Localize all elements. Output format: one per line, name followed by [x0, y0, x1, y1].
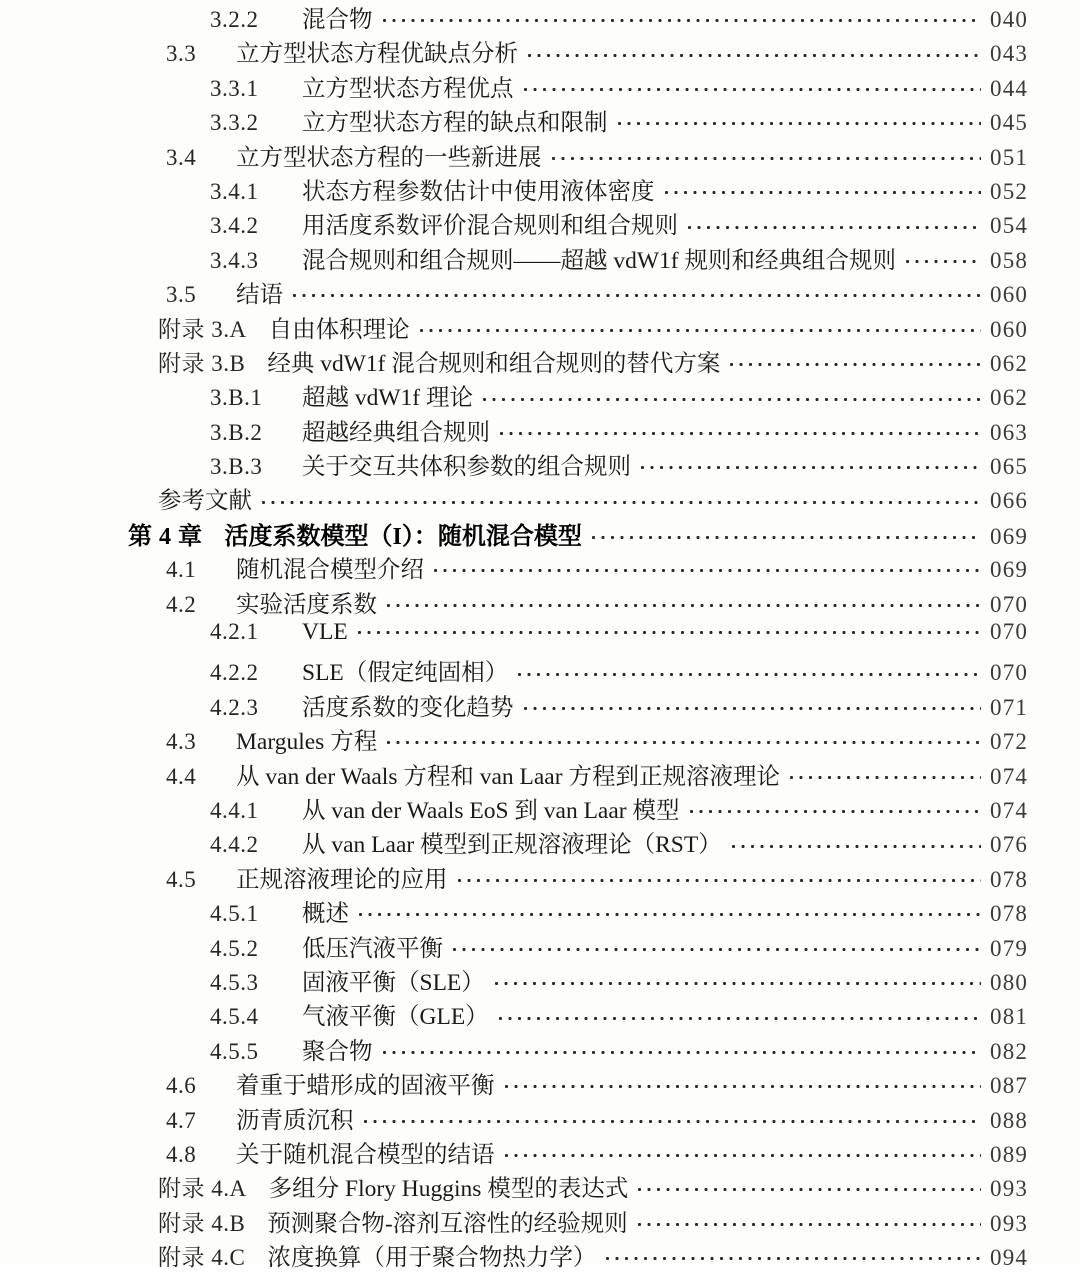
dot-leader	[500, 424, 981, 440]
toc-entry[interactable]	[0, 1032, 1080, 1066]
dot-leader	[434, 561, 981, 577]
dot-leader	[483, 389, 981, 405]
dot-leader	[638, 1180, 981, 1196]
toc-entry-number: 3.4.1	[210, 178, 259, 204]
dot-leader	[262, 492, 981, 508]
toc-entry[interactable]	[0, 894, 1080, 928]
toc-entry-title: 活度系数模型（I）：随机混合模型	[224, 523, 582, 550]
dot-leader	[528, 45, 981, 61]
toc-entry[interactable]	[0, 378, 1080, 412]
toc-entry-number: 附录 4.A	[158, 1176, 247, 1202]
toc-entry-page-number: 093	[990, 1210, 1029, 1236]
toc-entry-number: 3.3.1	[210, 75, 259, 101]
toc-entry[interactable]	[0, 172, 1080, 206]
toc-entry-page-number: 066	[990, 488, 1029, 514]
toc-entry-title: 从 van Laar 模型到正规溶液理论（RST）	[302, 832, 722, 859]
toc-entry-title: 随机混合模型介绍	[236, 557, 424, 584]
toc-entry-title: 着重于蜡形成的固液平衡	[236, 1073, 495, 1100]
toc-entry[interactable]	[0, 1066, 1080, 1100]
toc-entry[interactable]	[0, 653, 1080, 687]
toc-entry-page-number: 040	[990, 7, 1029, 32]
toc-entry-number: 4.2	[166, 591, 197, 617]
toc-entry-page-number: 062	[990, 385, 1029, 411]
toc-entry-title: 立方型状态方程的缺点和限制	[302, 110, 608, 137]
toc-entry-page-number: 080	[990, 969, 1029, 995]
dot-leader	[453, 940, 981, 956]
toc-entry-title: 立方型状态方程优缺点分析	[236, 41, 518, 68]
dot-leader	[383, 1043, 982, 1059]
toc-entry[interactable]	[0, 963, 1080, 997]
toc-entry-title: 低压汽液平衡	[302, 935, 443, 962]
toc-entry-page-number: 087	[990, 1073, 1029, 1099]
toc-entry-title: 混合物	[302, 7, 373, 33]
toc-entry-title: 从 van der Waals EoS 到 van Laar 模型	[302, 797, 680, 824]
toc-entry-title: 实验活度系数	[236, 591, 377, 618]
toc-entry-page-number: 045	[990, 110, 1029, 136]
toc-entry[interactable]	[0, 516, 1080, 550]
toc-entry-title: 概述	[302, 901, 349, 928]
dot-leader	[730, 355, 981, 371]
toc-entry-page-number: 054	[990, 213, 1029, 239]
dot-leader	[458, 871, 982, 887]
toc-entry-page-number: 069	[990, 557, 1029, 583]
toc-entry-title: 浓度换算（用于聚合物热力学）	[267, 1245, 597, 1272]
toc-entry-page-number: 070	[990, 619, 1029, 645]
toc-entry-number: 4.5	[166, 866, 197, 892]
dot-leader	[387, 596, 981, 612]
dot-leader	[495, 974, 981, 990]
toc-entry-number: 3.B.3	[210, 454, 263, 480]
toc-entry-page-number: 044	[990, 75, 1029, 101]
toc-entry-number: 4.3	[166, 729, 197, 755]
toc-entry-number: 附录 3.B	[158, 350, 246, 376]
toc-entry[interactable]	[0, 447, 1080, 481]
dot-leader	[383, 11, 982, 27]
toc-entry[interactable]	[0, 722, 1080, 756]
toc-entry-title: 结语	[236, 282, 283, 309]
toc-entry-title: 固液平衡（SLE）	[302, 969, 485, 996]
dot-leader	[505, 1146, 982, 1162]
toc-entry-title: 关于交互共体积参数的组合规则	[302, 454, 631, 481]
toc-entry-number: 4.4.2	[210, 832, 259, 858]
toc-entry-page-number: 072	[990, 729, 1029, 755]
dot-leader	[638, 1215, 981, 1231]
toc-entry[interactable]	[0, 1238, 1080, 1272]
toc-entry-number: 3.3	[166, 41, 197, 67]
toc-entry[interactable]	[0, 241, 1080, 275]
toc-entry-title: 聚合物	[302, 1038, 373, 1065]
toc-entry[interactable]	[0, 997, 1080, 1031]
toc-entry-page-number: 079	[990, 935, 1029, 961]
toc-entry[interactable]	[0, 103, 1080, 137]
dot-leader	[358, 623, 981, 639]
toc-entry-page-number: 063	[990, 419, 1029, 445]
toc-entry-page-number: 060	[990, 282, 1029, 308]
dot-leader	[906, 252, 981, 268]
toc-entry-page-number: 081	[990, 1004, 1029, 1030]
dot-leader	[505, 1077, 982, 1093]
toc-entry[interactable]	[0, 310, 1080, 344]
dot-leader	[293, 286, 981, 302]
toc-entry[interactable]	[0, 275, 1080, 309]
dot-leader	[524, 699, 982, 715]
toc-entry-number: 4.7	[166, 1107, 197, 1133]
dot-leader	[790, 768, 981, 784]
toc-entry-title: 立方型状态方程优点	[302, 75, 514, 102]
toc-entry-page-number: 069	[990, 523, 1029, 549]
dot-leader	[524, 80, 982, 96]
toc-entry-page-number: 076	[990, 832, 1029, 858]
toc-entry[interactable]	[0, 1101, 1080, 1135]
toc-entry-page-number: 052	[990, 178, 1029, 204]
toc-entry[interactable]	[0, 34, 1080, 68]
toc-entry[interactable]	[0, 550, 1080, 584]
dot-leader	[499, 1008, 981, 1024]
dot-leader	[606, 1249, 981, 1265]
toc-entry[interactable]	[0, 344, 1080, 378]
dot-leader	[552, 149, 982, 165]
toc-entry[interactable]	[0, 138, 1080, 172]
toc-entry-title: 关于随机混合模型的结语	[236, 1141, 495, 1168]
toc-entry[interactable]	[0, 757, 1080, 791]
toc-entry-page-number: 088	[990, 1107, 1029, 1133]
toc-entry-title: 超越经典组合规则	[302, 419, 490, 446]
toc-entry-number: 4.5.5	[210, 1038, 259, 1064]
toc-entry-title: 活度系数的变化趋势	[302, 694, 514, 721]
toc-entry[interactable]	[0, 481, 1080, 515]
toc-entry-page-number: 082	[990, 1038, 1029, 1064]
toc-entry-number: 4.1	[166, 557, 197, 583]
toc-entry-number: 4.5.4	[210, 1004, 259, 1030]
toc-entry-number: 附录 4.C	[158, 1245, 246, 1271]
toc-entry-title: 用活度系数评价混合规则和组合规则	[302, 213, 678, 240]
toc-entry-page-number: 074	[990, 763, 1029, 789]
toc-entry-number: 4.5.1	[210, 901, 259, 927]
toc-entry-number: 第 4 章	[128, 523, 203, 550]
dot-leader	[359, 905, 981, 921]
toc-entry[interactable]	[0, 929, 1080, 963]
toc-entry-page-number: 094	[990, 1245, 1029, 1271]
toc-entry[interactable]	[0, 206, 1080, 240]
toc-entry-number: 3.2.2	[210, 7, 259, 32]
toc-entry-title: 多组分 Flory Huggins 模型的表达式	[268, 1176, 629, 1203]
toc-entry-number: 4.4	[166, 763, 197, 789]
toc-entry[interactable]	[0, 825, 1080, 859]
toc-entry-number: 4.8	[166, 1141, 197, 1167]
toc-entry-title: 经典 vdW1f 混合规则和组合规则的替代方案	[267, 350, 721, 377]
toc-entry[interactable]	[0, 585, 1080, 619]
toc-entry-title: 参考文献	[158, 488, 252, 515]
toc-entry-number: 3.B.1	[210, 385, 263, 411]
toc-entry-title: 正规溶液理论的应用	[236, 866, 448, 893]
toc-entry-number: 4.5.3	[210, 969, 259, 995]
toc-entry-page-number: 070	[990, 660, 1029, 686]
dot-leader	[387, 733, 981, 749]
toc-entry-number: 3.B.2	[210, 419, 263, 445]
toc-entry[interactable]	[0, 69, 1080, 103]
toc-entry-number: 3.4	[166, 144, 197, 170]
toc-entry[interactable]	[0, 0, 1080, 34]
dot-leader	[618, 114, 982, 130]
toc-entry-number: 3.4.3	[210, 247, 259, 273]
dot-leader	[592, 528, 981, 544]
toc-entry[interactable]	[0, 1169, 1080, 1203]
toc-entry[interactable]	[0, 413, 1080, 447]
toc-entry-title: SLE（假定纯固相）	[302, 660, 509, 687]
toc-entry-title: 混合规则和组合规则——超越 vdW1f 规则和经典组合规则	[302, 247, 897, 274]
toc-entry-page-number: 093	[990, 1176, 1029, 1202]
toc-entry-number: 4.2.3	[210, 694, 259, 720]
toc-entry-title: 从 van der Waals 方程和 van Laar 方程到正规溶液理论	[236, 763, 780, 790]
toc-entry-number: 附录 3.A	[158, 316, 247, 342]
dot-leader	[641, 458, 981, 474]
dot-leader	[732, 836, 981, 852]
toc-entry[interactable]	[0, 619, 1080, 653]
toc-entry-page-number: 078	[990, 866, 1029, 892]
toc-entry-page-number: 078	[990, 901, 1029, 927]
dot-leader	[364, 1112, 982, 1128]
toc-entry-page-number: 071	[990, 694, 1029, 720]
toc-entry-number: 4.5.2	[210, 935, 259, 961]
toc-entry[interactable]	[0, 1204, 1080, 1238]
toc-entry-title: 气液平衡（GLE）	[302, 1004, 489, 1031]
toc-entry-number: 4.2.2	[210, 660, 259, 686]
toc-entry-page-number: 070	[990, 591, 1029, 617]
toc-entry-page-number: 043	[990, 41, 1029, 67]
toc-entry-title: 状态方程参数估计中使用液体密度	[302, 178, 655, 205]
dot-leader	[665, 183, 982, 199]
dot-leader	[420, 321, 981, 337]
toc-entry-title: 预测聚合物-溶剂互溶性的经验规则	[267, 1210, 628, 1237]
toc-entry-number: 3.4.2	[210, 213, 259, 239]
toc-entry-title: VLE	[302, 619, 348, 646]
toc-entry[interactable]	[0, 1135, 1080, 1169]
dot-leader	[690, 802, 982, 818]
toc-entry-title: 超越 vdW1f 理论	[302, 385, 474, 412]
dot-leader	[688, 217, 981, 233]
toc-entry-number: 4.4.1	[210, 797, 259, 823]
toc-entry-number: 4.2.1	[210, 619, 259, 645]
toc-entry[interactable]	[0, 860, 1080, 894]
toc-entry-title: 沥青质沉积	[236, 1107, 354, 1134]
toc-entry-title: 立方型状态方程的一些新进展	[236, 144, 542, 171]
toc-entry-page-number: 065	[990, 454, 1029, 480]
toc-entry-page-number: 051	[990, 144, 1029, 170]
toc-entry-number: 4.6	[166, 1073, 197, 1099]
toc-entry-number: 3.3.2	[210, 110, 259, 136]
toc-entry-page-number: 062	[990, 350, 1029, 376]
toc-entry-page-number: 058	[990, 247, 1029, 273]
toc-entry[interactable]	[0, 688, 1080, 722]
toc-entry-page-number: 089	[990, 1141, 1029, 1167]
toc-entry-title: 自由体积理论	[268, 316, 410, 343]
toc-entry-number: 附录 4.B	[158, 1210, 246, 1236]
toc-entry[interactable]	[0, 791, 1080, 825]
toc-entry-title: Margules 方程	[236, 729, 378, 756]
dot-leader	[518, 664, 981, 680]
toc-entry-number: 3.5	[166, 282, 197, 308]
toc-entry-page-number: 060	[990, 316, 1029, 342]
toc-entry-page-number: 074	[990, 797, 1029, 823]
